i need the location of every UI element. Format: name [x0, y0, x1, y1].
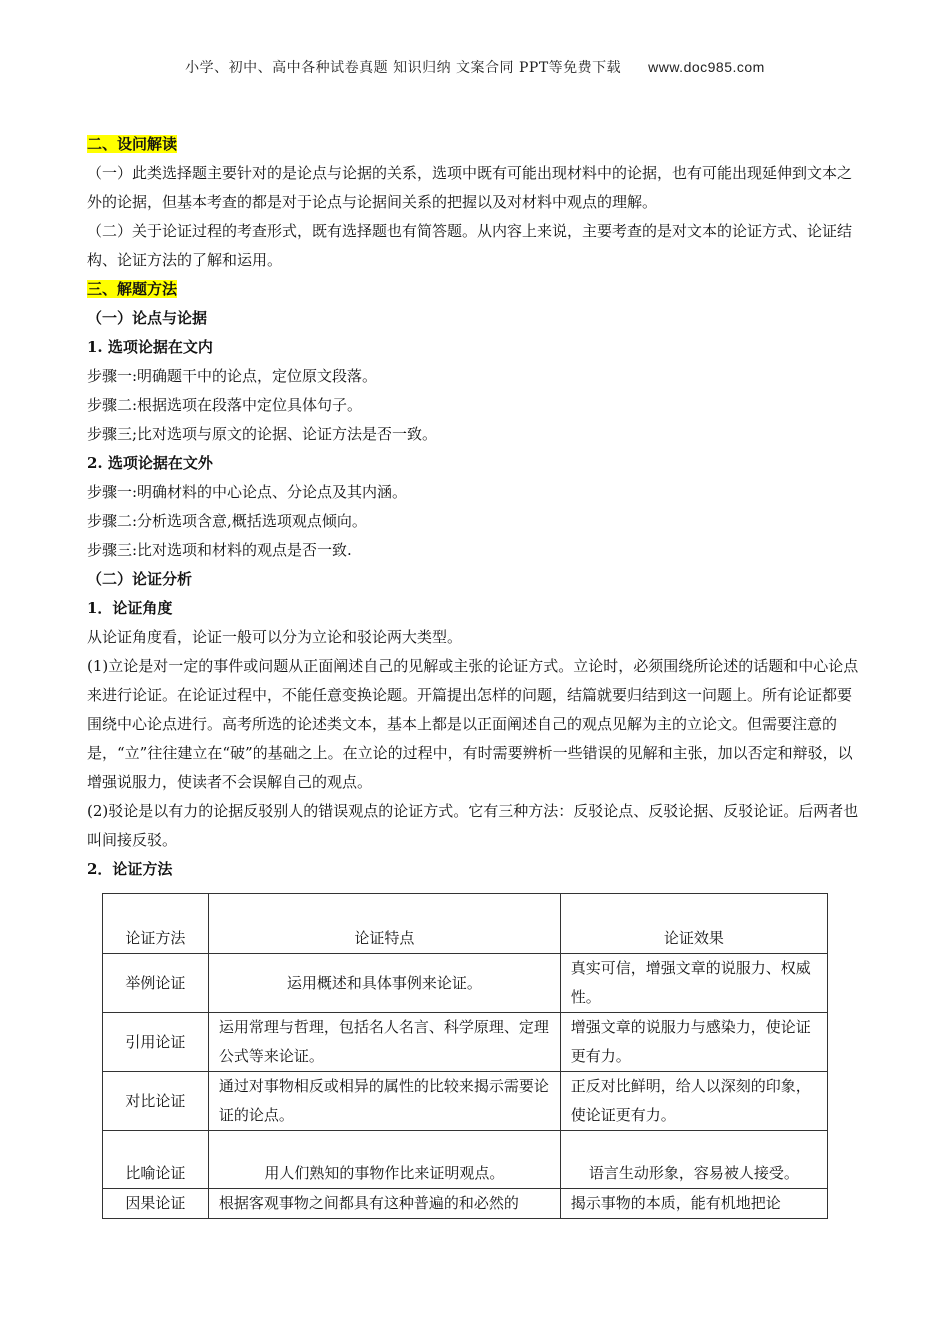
angle-paragraph-1: (1)立论是对一定的事件或问题从正面阐述自己的见解或主张的论证方式。立论时，必须围绕所论述的话题和中心论点来进行论证。在论证过程中，不能任意变换论题。开篇提出怎样的问题，结篇就要归结到这一问题上。所有论证都要围绕中心论点进行。高考所选的论述类文本，基本上都是以正面阐述自己的观点见解为主的立论文。但需要注意的是，“立”往往建立在“破”的基础之上。在立论的过程中，有时需要辨析一些错误的见解和主张，加以否定和辩驳，以增强说服力，使读者不会误解自己的观点。 [87, 657, 859, 791]
method-name-cell: 引用论证 [103, 1013, 209, 1072]
argument-methods-table [102, 893, 828, 1219]
subsection-1-title: （一）论点与论据 [87, 309, 208, 327]
feature-cell: 根据客观事物之间都具有这种普遍的和必然的 [208, 1189, 560, 1219]
table-row [103, 1189, 828, 1219]
method-name-cell: 对比论证 [103, 1072, 209, 1131]
header-cell: 论证方法 [103, 894, 209, 954]
table-row [103, 1013, 828, 1072]
step-line: 步骤三;比对选项与原文的论据、论证方法是否一致。 [87, 425, 438, 443]
effect-cell: 揭示事物的本质，能有机地把论 [560, 1189, 827, 1219]
method-title: 2．论证方法 [87, 860, 173, 878]
method-name-cell: 因果论证 [103, 1189, 209, 1219]
effect-cell: 真实可信，增强文章的说服力、权威性。 [560, 954, 827, 1013]
table-row [103, 954, 828, 1013]
item-2-title: 2. 选项论据在文外 [87, 454, 213, 472]
angle-title: 1．论证角度 [87, 599, 173, 617]
feature-cell: 运用概述和具体事例来论证。 [208, 954, 560, 1013]
header-url[interactable]: www.doc985.com [648, 59, 765, 75]
feature-cell: 运用常理与哲理，包括名人名言、科学原理、定理公式等来论证。 [208, 1013, 560, 1072]
subsection-2-title: （二）论证分析 [87, 570, 193, 588]
step-line: 步骤二:根据选项在段落中定位具体句子。 [87, 396, 363, 414]
step-line: 步骤一:明确材料的中心论点、分论点及其内涵。 [87, 483, 408, 501]
effect-cell: 正反对比鲜明，给人以深刻的印象，使论证更有力。 [560, 1072, 827, 1131]
header-cell: 论证特点 [208, 894, 560, 954]
table-row [103, 1072, 828, 1131]
table-row [103, 1131, 828, 1189]
section2-paragraph-1: （一）此类选择题主要针对的是论点与论据的关系，选项中既有可能出现材料中的论据，也有可能出现延伸到文本之外的论据，但基本考查的都是对于论点与论据间关系的把握以及对材料中观点的理解。 [87, 164, 853, 211]
feature-cell: 通过对事物相反或相异的属性的比较来揭示需要论证的论点。 [208, 1072, 560, 1131]
header-cell: 论证效果 [560, 894, 827, 954]
header-text: 小学、初中、高中各种试卷真题 知识归纳 文案合同 PPT等免费下载 [185, 60, 622, 76]
effect-cell: 增强文章的说服力与感染力，使论证更有力。 [560, 1013, 827, 1072]
method-name-cell: 举例论证 [103, 954, 209, 1013]
angle-intro: 从论证角度看，论证一般可以分为立论和驳论两大类型。 [87, 628, 463, 646]
effect-cell: 语言生动形象，容易被人接受。 [560, 1131, 827, 1189]
item-1-title: 1. 选项论据在文内 [87, 338, 213, 356]
table-header-row [103, 894, 828, 954]
section3-title: 三、解题方法 [87, 280, 178, 298]
step-line: 步骤二:分析选项含意,概括选项观点倾向。 [87, 512, 367, 530]
section2-paragraph-2: （二）关于论证过程的考查形式，既有选择题也有简答题。从内容上来说，主要考查的是对文本的论证方式、论证结构、论证方法的了解和运用。 [87, 222, 853, 269]
section2-title: 二、设问解读 [87, 135, 178, 153]
document-body [87, 130, 863, 884]
step-line: 步骤一:明确题干中的论点，定位原文段落。 [87, 367, 378, 385]
step-line: 步骤三:比对选项和材料的观点是否一致. [87, 541, 352, 559]
feature-cell: 用人们熟知的事物作比来证明观点。 [208, 1131, 560, 1189]
page-header [0, 57, 950, 77]
method-name-cell: 比喻论证 [103, 1131, 209, 1189]
angle-paragraph-2: (2)驳论是以有力的论据反驳别人的错误观点的论证方式。它有三种方法：反驳论点、反驳论据、反驳论证。后两者也叫间接反驳。 [87, 802, 859, 849]
